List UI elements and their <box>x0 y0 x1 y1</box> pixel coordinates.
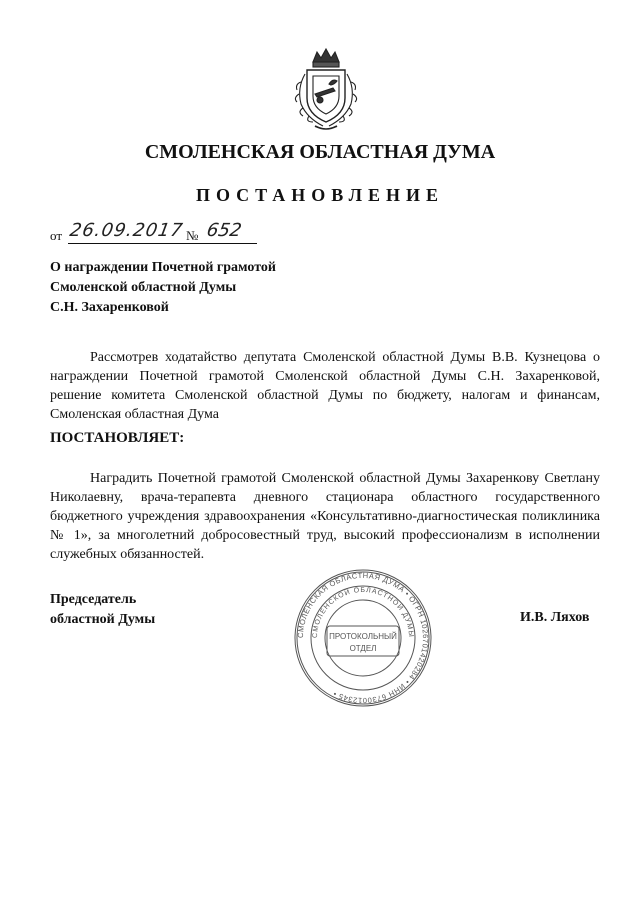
number-label: № <box>186 228 199 243</box>
subject-line: О награждении Почетной грамотой <box>50 260 276 275</box>
date-number-line <box>50 222 290 246</box>
official-seal-stamp <box>293 568 433 708</box>
seal-center-line: ОТДЕЛ <box>349 644 377 653</box>
seal-inner-text: СМОЛЕНСКОЙ ОБЛАСТНОЙ ДУМЫ <box>311 586 415 639</box>
signatory-title-line: областной Думы <box>50 612 156 627</box>
organization-name: СМОЛЕНСКАЯ ОБЛАСТНАЯ ДУМА <box>144 141 496 163</box>
subject-line: С.Н. Захаренковой <box>50 300 169 315</box>
document-type-title: ПОСТАНОВЛЕНИЕ <box>195 185 445 205</box>
signatory-title-line: Председатель <box>50 592 137 607</box>
handwritten-date: 26.09.2017 <box>68 220 185 241</box>
coat-of-arms-emblem <box>293 48 359 134</box>
document-subject <box>50 258 276 318</box>
handwritten-number: 652 <box>205 220 244 241</box>
signatory-name: И.В. Ляхов <box>520 610 590 625</box>
award-paragraph: Наградить Почетной грамотой Смоленской областной Думы Захаренкову Светлану Николаевну, врача-терапевта дневного стационара областного государственного бюджетного учреждения здравоохранения «Консультативно-диагностическая поликлиника № 1», за многолетний добросовестный труд, высокий профессионализм в исполнении служебных обязанностей. <box>50 471 600 562</box>
seal-center-line: ПРОТОКОЛЬНЫЙ <box>329 632 397 641</box>
preamble-paragraph: Рассмотрев ходатайство депутата Смоленской областной Думы В.В. Кузнецова о награждении Почетной грамотой Смоленской областной Думы С.Н. Захаренковой, решение комитета Смоленской областной Думы по бюджету, налогам и финансам, Смоленская областная Дума <box>50 350 600 422</box>
seal-outer-text: СМОЛЕНСКАЯ ОБЛАСТНАЯ ДУМА • ОГРН 1026701420284 • ИНН 6730012345 • <box>295 570 431 706</box>
subject-line: Смоленской областной Думы <box>50 280 237 295</box>
signatory-title <box>50 590 155 630</box>
decision-heading: ПОСТАНОВЛЯЕТ: <box>50 430 185 446</box>
date-prefix: от <box>50 228 63 243</box>
